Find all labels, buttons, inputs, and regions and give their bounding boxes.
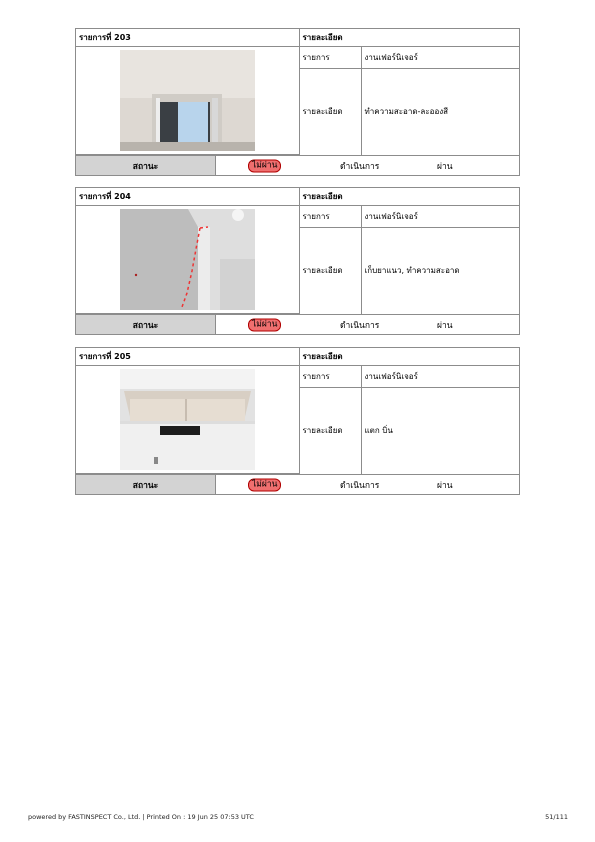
item-type-value: งานเฟอร์นิเจอร์ <box>361 47 519 69</box>
status-option-pass[interactable]: ผ่าน <box>437 480 453 491</box>
footer-printed-info: powered by FASTINSPECT Co., Ltd. | Printed On : 19 Jun 25 07:53 UTC <box>28 813 254 821</box>
status-bar <box>76 314 519 334</box>
item-number-header: รายการที่ 203 <box>76 29 299 47</box>
item-type-value: งานเฟอร์นิเจอร์ <box>361 366 519 388</box>
item-type-label: รายการ <box>299 366 361 388</box>
status-option-fail[interactable]: ไม่ผ่าน <box>248 478 281 491</box>
status-option-in-progress[interactable]: ดำเนินการ <box>340 320 380 331</box>
inspection-photo[interactable] <box>120 50 255 151</box>
inspection-photo[interactable] <box>120 369 255 470</box>
inspection-item-204 <box>75 187 520 335</box>
item-number-header: รายการที่ 205 <box>76 348 299 366</box>
photo-cell <box>76 47 299 155</box>
detail-header: รายละเอียด <box>299 29 519 47</box>
item-type-label: รายการ <box>299 206 361 228</box>
inspection-photo[interactable] <box>120 209 255 310</box>
status-bar <box>76 155 519 175</box>
photo-cell <box>76 206 299 314</box>
item-number-header: รายการที่ 204 <box>76 188 299 206</box>
status-option-fail[interactable]: ไม่ผ่าน <box>248 318 281 331</box>
item-type-value: งานเฟอร์นิเจอร์ <box>361 206 519 228</box>
detail-header: รายละเอียด <box>299 348 519 366</box>
item-type-label: รายการ <box>299 47 361 69</box>
status-option-fail[interactable]: ไม่ผ่าน <box>248 159 281 172</box>
status-label: สถานะ <box>76 156 216 175</box>
status-options <box>216 156 519 175</box>
item-table <box>76 188 519 314</box>
inspection-item-205 <box>75 347 520 495</box>
status-option-pass[interactable]: ผ่าน <box>437 320 453 331</box>
photo-cell <box>76 366 299 474</box>
item-table <box>76 348 519 474</box>
status-option-pass[interactable]: ผ่าน <box>437 161 453 172</box>
detail-value: ทำความสะอาด-ละอองสี <box>361 69 519 155</box>
detail-value: แตก บิ่น <box>361 388 519 474</box>
detail-label: รายละเอียด <box>299 388 361 474</box>
status-options <box>216 475 519 494</box>
status-label: สถานะ <box>76 315 216 334</box>
detail-header: รายละเอียด <box>299 188 519 206</box>
status-option-in-progress[interactable]: ดำเนินการ <box>340 161 380 172</box>
detail-label: รายละเอียด <box>299 69 361 155</box>
item-table <box>76 29 519 155</box>
page-number: 51/111 <box>545 813 568 821</box>
status-options <box>216 315 519 334</box>
status-option-in-progress[interactable]: ดำเนินการ <box>340 480 380 491</box>
inspection-item-203 <box>75 28 520 176</box>
detail-value: เก็บยาแนว, ทำความสะอาด <box>361 228 519 314</box>
status-label: สถานะ <box>76 475 216 494</box>
status-bar <box>76 474 519 494</box>
detail-label: รายละเอียด <box>299 228 361 314</box>
